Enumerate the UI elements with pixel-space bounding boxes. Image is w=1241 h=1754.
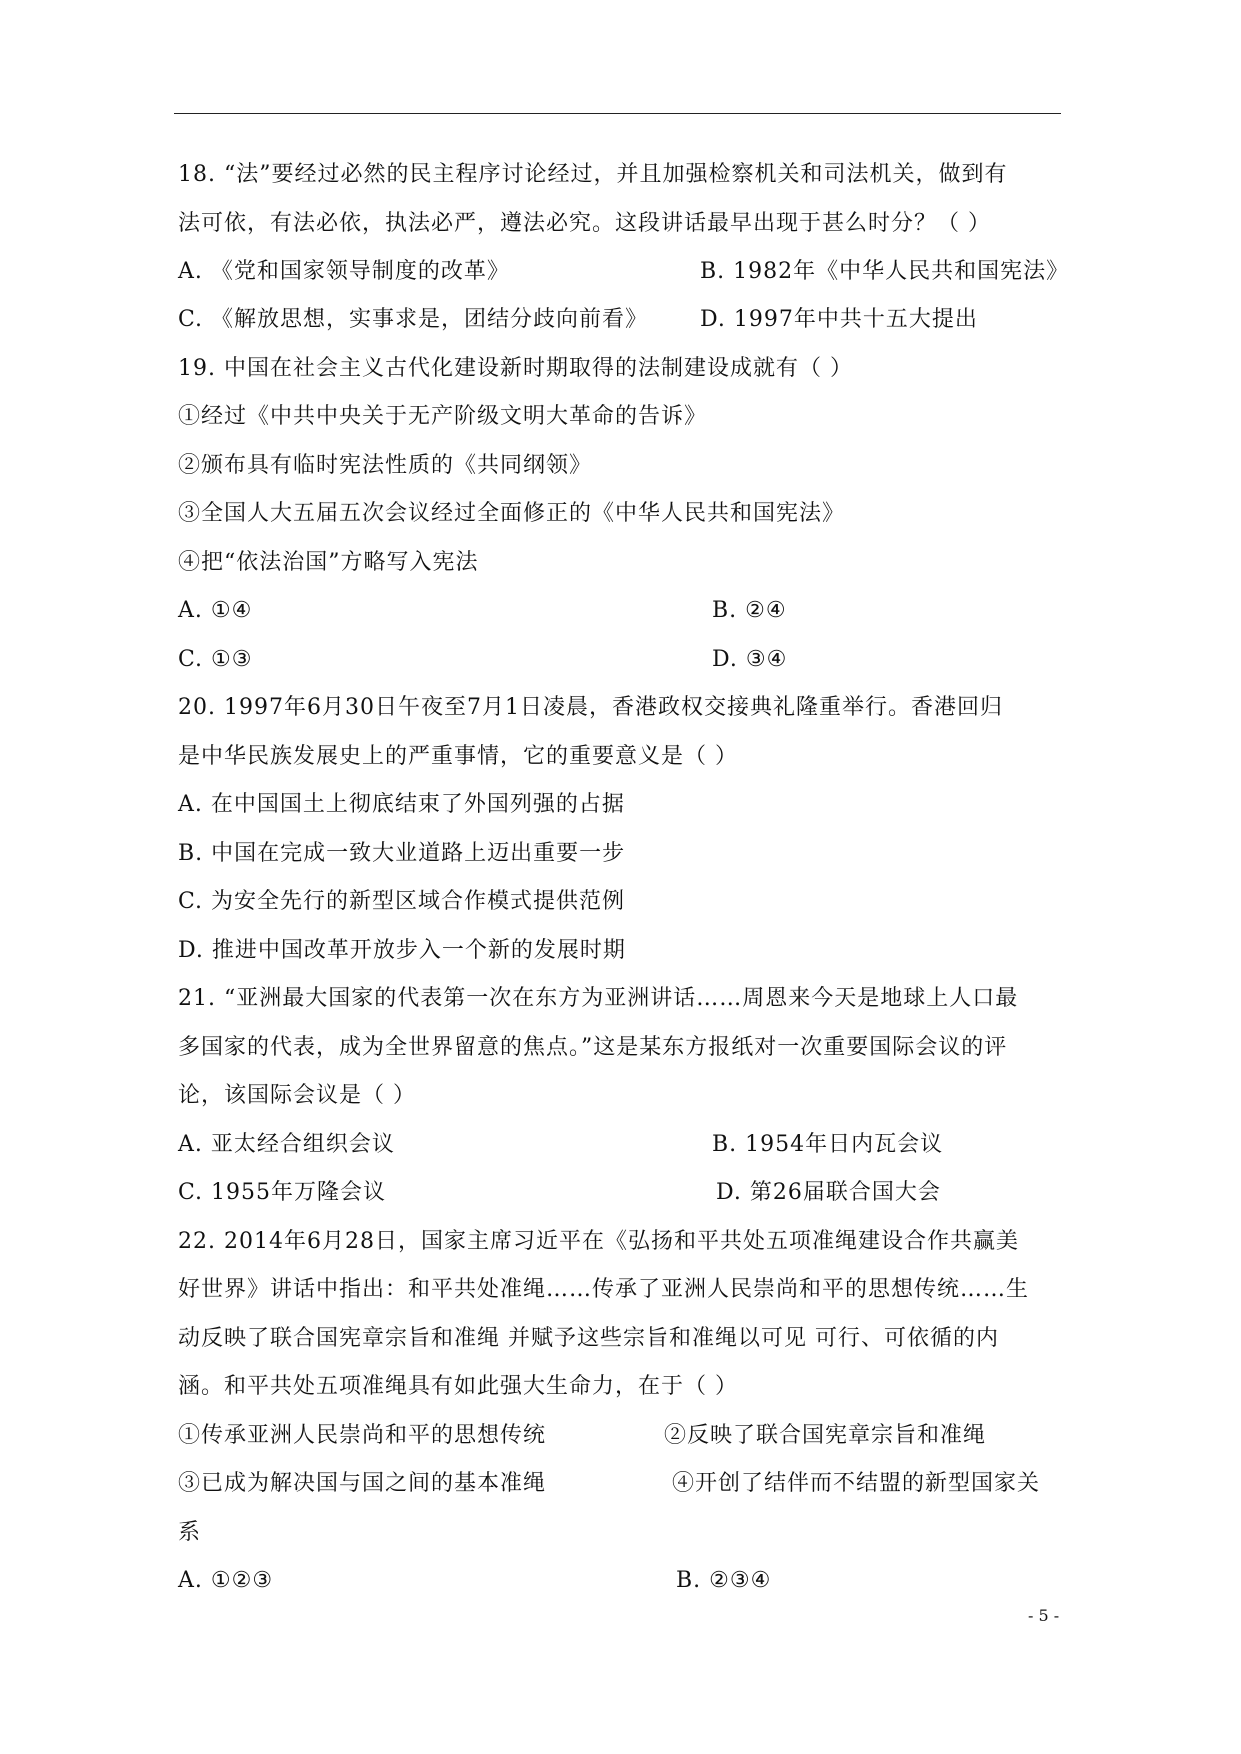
q22-stem-line4: 涵。和平共处五项准绳具有如此强大生命力，在于（ ） [178, 1374, 738, 1399]
q19-stem: 19. 中国在社会主义古代化建设新时期取得的法制建设成就有（ ） [178, 356, 853, 381]
q18-option-b: B. 1982年《中华人民共和国宪法》 [700, 259, 1070, 284]
q19-item-1: ①经过《中共中央关于无产阶级文明大革命的告诉》 [178, 404, 708, 429]
q19-option-c: C. ①③ [178, 647, 253, 672]
q21-option-b: B. 1954年日内瓦会议 [712, 1132, 944, 1157]
q21-option-c: C. 1955年万隆会议 [178, 1180, 387, 1205]
q21-stem-line3: 论，该国际会议是（ ） [178, 1083, 416, 1108]
q22-item-2: ②反映了联合国宪章宗旨和准绳 [664, 1423, 987, 1448]
q20-stem-line2: 是中华民族发展史上的严重事情，它的重要意义是（ ） [178, 744, 738, 769]
q19-item-2: ②颁布具有临时宪法性质的《共同纲领》 [178, 453, 593, 478]
q22-stem-line1: 22. 2014年6月28日，国家主席习近平在《弘扬和平共处五项准绳建设合作共赢美 [178, 1229, 1019, 1254]
page-number: - 5 - [1028, 1606, 1060, 1625]
q18-stem-line1: 18. “法”要经过必然的民主程序讨论经过，并且加强检察机关和司法机关，做到有 [178, 162, 1008, 187]
q21-option-d: D. 第26届联合国大会 [716, 1180, 941, 1205]
q18-stem-line2: 法可依，有法必依，执法必严，遵法必究。这段讲话最早出现于甚么时分？（ ） [178, 211, 991, 236]
q22-option-b: B. ②③④ [676, 1568, 772, 1593]
q20-option-a: A. 在中国国土上彻底结束了外国列强的占据 [178, 792, 625, 817]
q19-option-b: B. ②④ [712, 598, 787, 623]
q18-option-c: C. 《解放思想，实事求是，团结分歧向前看》 [178, 307, 649, 332]
q22-item-4-continued: 系 [178, 1520, 202, 1545]
q19-option-a: A. ①④ [178, 598, 253, 623]
q21-option-a: A. 亚太经合组织会议 [178, 1132, 395, 1157]
q20-option-c: C. 为安全先行的新型区域合作模式提供范例 [178, 889, 626, 914]
q21-stem-line1: 21. “亚洲最大国家的代表第一次在东方为亚洲讲话……周恩来今天是地球上人口最 [178, 986, 1019, 1011]
q20-option-b: B. 中国在完成一致大业道路上迈出重要一步 [178, 841, 626, 866]
q18-option-d: D. 1997年中共十五大提出 [700, 307, 978, 332]
q22-item-4: ④开创了结伴而不结盟的新型国家关 [672, 1471, 1041, 1496]
q21-stem-line2: 多国家的代表，成为全世界留意的焦点。”这是某东方报纸对一次重要国际会议的评 [178, 1035, 1008, 1060]
q18-option-a: A. 《党和国家领导制度的改革》 [178, 259, 510, 284]
q20-option-d: D. 推进中国改革开放步入一个新的发展时期 [178, 938, 626, 963]
q22-stem-line2: 好世界》讲话中指出：和平共处准绳……传承了亚洲人民崇尚和平的思想传统……生 [178, 1277, 1030, 1302]
q22-stem-line3: 动反映了联合国宪章宗旨和准绳 并赋予这些宗旨和准绳以可见 可行、可依循的内 [178, 1326, 999, 1351]
q22-option-a: A. ①②③ [178, 1568, 274, 1593]
q22-item-1: ①传承亚洲人民崇尚和平的思想传统 [178, 1423, 547, 1448]
q19-option-d: D. ③④ [712, 647, 788, 672]
header-rule [174, 113, 1061, 114]
q20-stem-line1: 20. 1997年6月30日午夜至7月1日凌晨，香港政权交接典礼隆重举行。香港回归 [178, 695, 1003, 720]
q22-item-3: ③已成为解决国与国之间的基本准绳 [178, 1471, 547, 1496]
q19-item-3: ③全国人大五届五次会议经过全面修正的《中华人民共和国宪法》 [178, 501, 846, 526]
q19-item-4: ④把“依法治国”方略写入宪法 [178, 550, 479, 575]
